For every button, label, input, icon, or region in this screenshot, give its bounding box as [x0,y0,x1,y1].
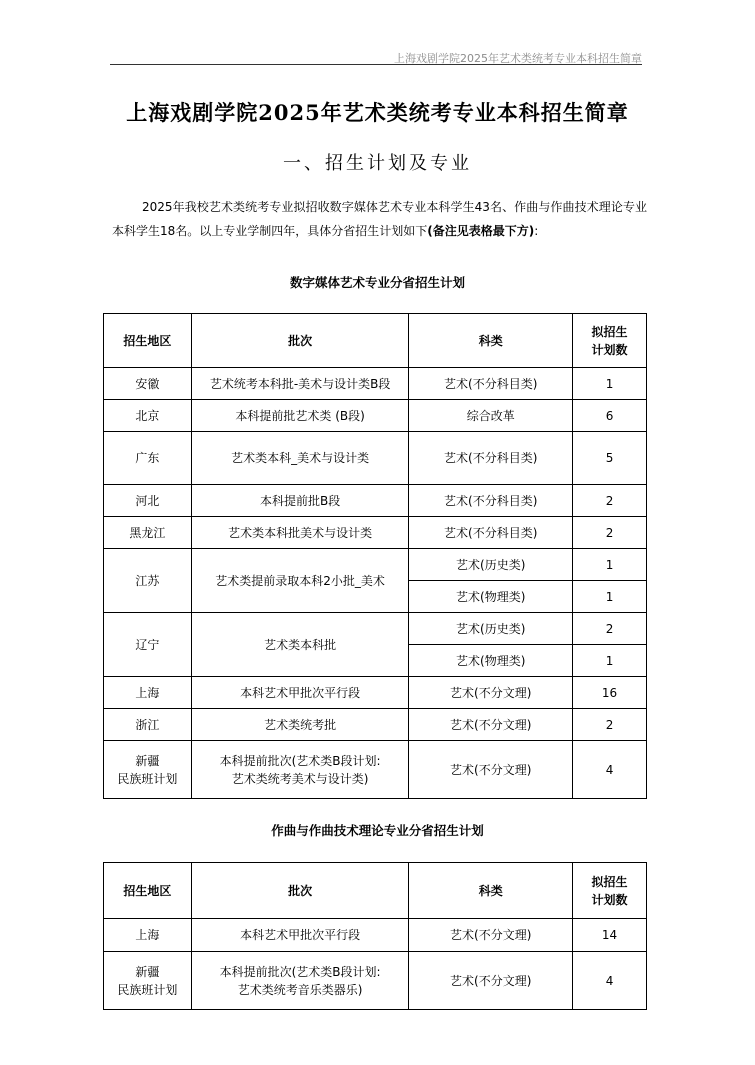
cell-subject: 艺术(不分文理) [409,741,573,799]
cell-subject: 艺术(不分文理) [409,677,573,709]
table-row [104,919,647,952]
cell-subject: 艺术(物理类) [409,645,573,677]
header-batch: 批次 [191,863,409,919]
cell-subject: 艺术(物理类) [409,581,573,613]
table-row [104,952,647,1010]
intro-text: 2025年我校艺术类统考专业拟招收数字媒体艺术专业本科学生43名、作曲与作曲技术理论专业本科学生18名。以上专业学制四年，具体分省招生计划如下 [112,200,647,238]
cell-batch: 本科艺术甲批次平行段 [191,919,409,952]
cell-batch: 本科提前批B段 [191,485,409,517]
cell-subject: 艺术(不分科目类) [409,368,573,400]
table-header-row [104,863,647,919]
table-row [104,741,647,799]
table1-caption: 数字媒体艺术专业分省招生计划 [289,275,465,290]
table2-caption: 作曲与作曲技术理论专业分省招生计划 [271,823,484,838]
cell-region: 新疆 民族班计划 [104,952,192,1010]
cell-count: 2 [573,517,647,549]
cell-region: 辽宁 [104,613,192,677]
table-row [104,432,647,485]
cell-count: 5 [573,432,647,485]
cell-region: 江苏 [104,549,192,613]
cell-count: 1 [573,645,647,677]
intro-end: : [534,224,539,238]
table-row [104,517,647,549]
cell-count: 4 [573,741,647,799]
cell-subject: 艺术(不分文理) [409,919,573,952]
cell-region: 广东 [104,432,192,485]
table-row [104,368,647,400]
digital-media-plan-table [103,313,647,799]
cell-region: 北京 [104,400,192,432]
cell-subject: 艺术(历史类) [409,613,573,645]
cell-subject: 艺术(不分文理) [409,709,573,741]
table-row [104,709,647,741]
cell-region: 新疆 民族班计划 [104,741,192,799]
table-row [104,677,647,709]
intro-paragraph [112,195,647,243]
cell-count: 4 [573,952,647,1010]
cell-batch: 艺术类本科批 [191,613,409,677]
cell-subject: 艺术(不分科目类) [409,432,573,485]
cell-region: 安徽 [104,368,192,400]
cell-batch: 本科提前批艺术类 (B段) [191,400,409,432]
cell-batch: 艺术类本科批美术与设计类 [191,517,409,549]
header-count: 拟招生计划数 [573,863,647,919]
header-subject: 科类 [409,863,573,919]
cell-subject: 艺术(不分文理) [409,952,573,1010]
header-region: 招生地区 [104,314,192,368]
cell-region: 河北 [104,485,192,517]
table-row [104,400,647,432]
cell-batch: 艺术类提前录取本科2小批_美术 [191,549,409,613]
cell-region: 上海 [104,677,192,709]
cell-subject: 综合改革 [409,400,573,432]
cell-batch: 本科艺术甲批次平行段 [191,677,409,709]
cell-batch: 艺术类本科_美术与设计类 [191,432,409,485]
cell-count: 14 [573,919,647,952]
table-row [104,485,647,517]
header-count: 拟招生计划数 [573,314,647,368]
cell-subject: 艺术(不分科目类) [409,485,573,517]
running-header: 上海戏剧学院2025年艺术类统考专业本科招生简章 [394,52,642,65]
cell-count: 1 [573,549,647,581]
cell-batch: 艺术统考本科批-美术与设计类B段 [191,368,409,400]
header-subject: 科类 [409,314,573,368]
cell-count: 1 [573,581,647,613]
cell-subject: 艺术(历史类) [409,549,573,581]
composition-plan-table [103,862,647,1010]
document-title: 上海戏剧学院2025年艺术类统考专业本科招生简章 [126,100,629,125]
cell-batch: 本科提前批次(艺术类B段计划: 艺术类统考美术与设计类) [191,741,409,799]
cell-region: 浙江 [104,709,192,741]
cell-count: 6 [573,400,647,432]
cell-count: 2 [573,709,647,741]
cell-subject: 艺术(不分科目类) [409,517,573,549]
cell-count: 1 [573,368,647,400]
table-row [104,613,647,645]
table-row [104,549,647,581]
header-batch: 批次 [191,314,409,368]
cell-region: 黑龙江 [104,517,192,549]
cell-count: 16 [573,677,647,709]
cell-batch: 本科提前批次(艺术类B段计划: 艺术类统考音乐类器乐) [191,952,409,1010]
cell-count: 2 [573,613,647,645]
cell-count: 2 [573,485,647,517]
cell-batch: 艺术类统考批 [191,709,409,741]
table-header-row [104,314,647,368]
header-rule [110,64,642,65]
header-region: 招生地区 [104,863,192,919]
cell-region: 上海 [104,919,192,952]
intro-note: (备注见表格最下方) [427,224,535,238]
section-title: 一、招生计划及专业 [283,153,472,174]
